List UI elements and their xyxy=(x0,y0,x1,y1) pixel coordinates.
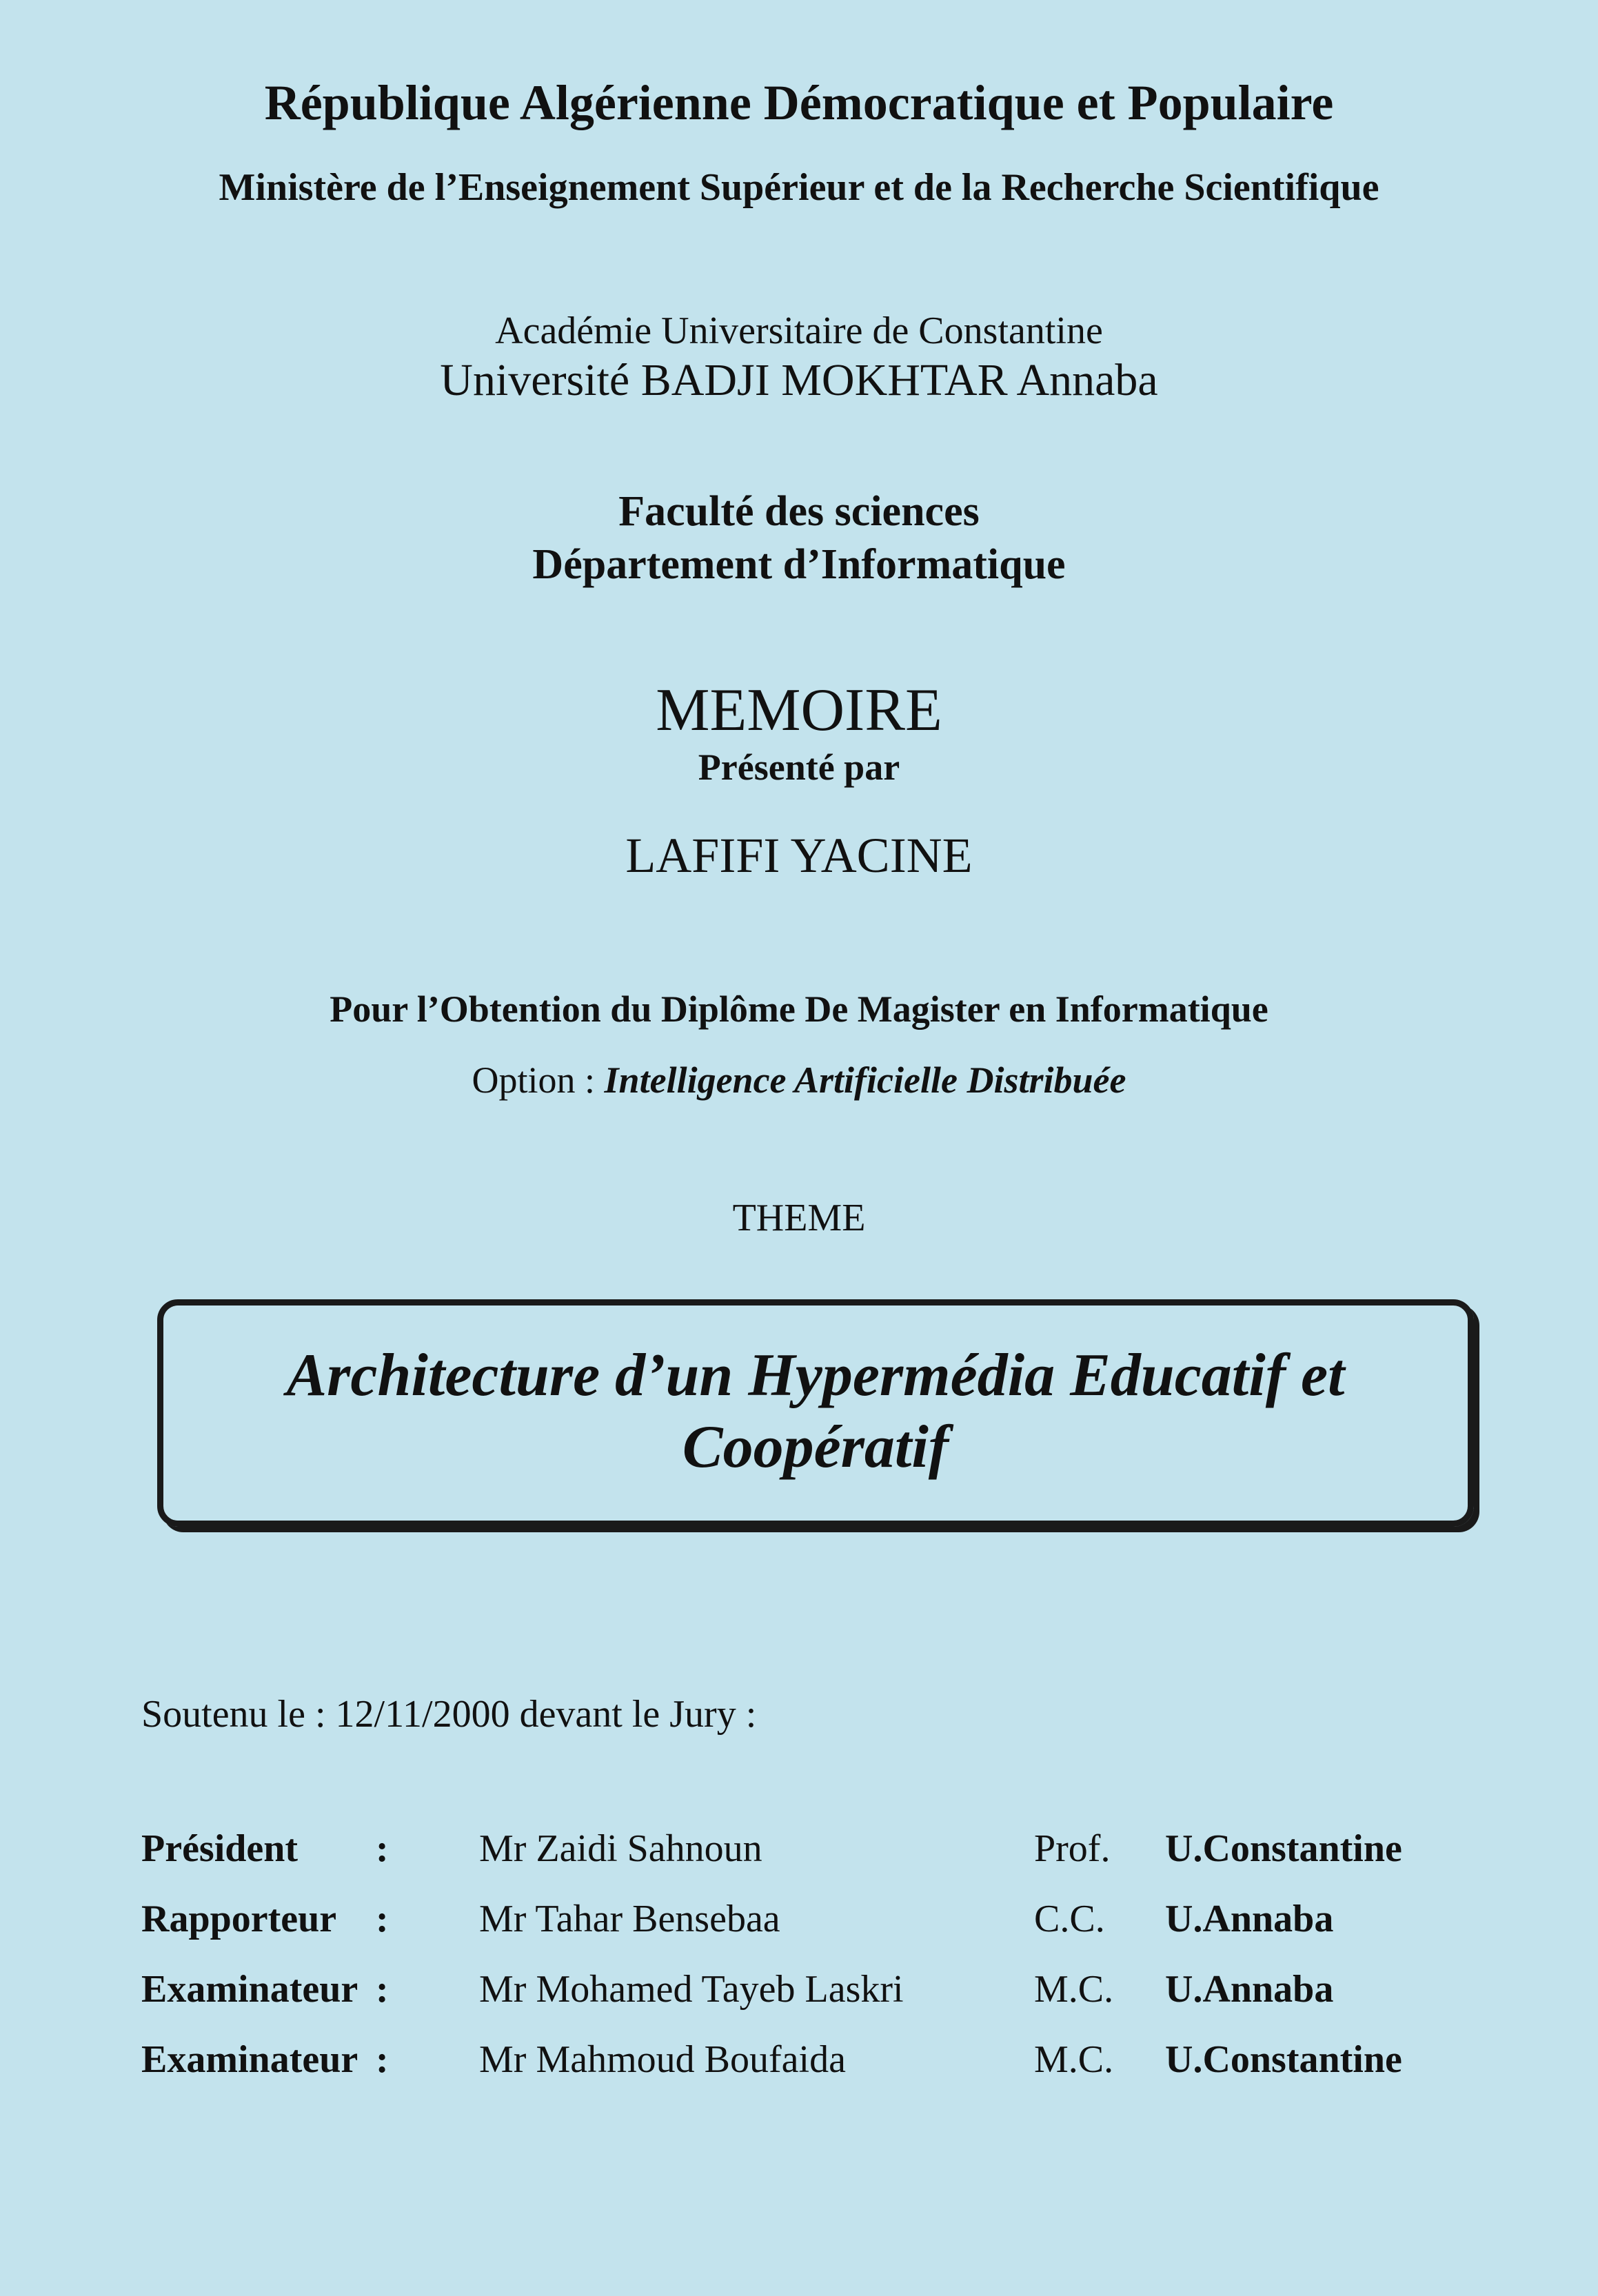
theme-title xyxy=(163,1340,1468,1483)
ministry-heading: Ministère de l’Enseignement Supérieur et de la Recherche Scientifique xyxy=(219,166,1379,209)
jury-grade: M.C. xyxy=(1034,2038,1114,2081)
jury-role: Rapporteur xyxy=(141,1898,337,1940)
jury-separator: : xyxy=(376,1898,389,1940)
theme-label: THEME xyxy=(732,1197,866,1239)
jury-university: U.Annaba xyxy=(1165,1968,1334,2011)
jury-role: Président xyxy=(141,1827,299,1870)
jury-name: Mr Mohamed Tayeb Laskri xyxy=(479,1968,904,2011)
option-label: Option : xyxy=(472,1059,596,1101)
theme-title-line-1: Architecture d’un Hypermédia Educatif et xyxy=(286,1342,1345,1409)
jury-grade: C.C. xyxy=(1034,1898,1105,1940)
jury-separator: : xyxy=(376,1827,389,1870)
diploma-line: Pour l’Obtention du Diplôme De Magister en Informatique xyxy=(330,988,1268,1030)
faculty-line: Faculté des sciences xyxy=(618,488,980,535)
option-value: Intelligence Artificielle Distribuée xyxy=(604,1059,1126,1101)
jury-university: U.Constantine xyxy=(1165,2038,1402,2081)
republic-heading: République Algérienne Démocratique et Populaire xyxy=(264,75,1334,130)
university-line: Université BADJI MOKHTAR Annaba xyxy=(440,355,1158,405)
theme-title-line-2: Coopératif xyxy=(682,1414,949,1481)
author-name: LAFIFI YACINE xyxy=(625,828,973,883)
memoire-title: MEMOIRE xyxy=(656,677,942,744)
jury-university: U.Annaba xyxy=(1165,1898,1334,1940)
defense-line: Soutenu le : 12/11/2000 devant le Jury : xyxy=(141,1693,757,1736)
theme-box xyxy=(157,1299,1474,1527)
jury-role: Examinateur xyxy=(141,2038,358,2081)
jury-name: Mr Tahar Bensebaa xyxy=(479,1898,780,1940)
academy-line: Académie Universitaire de Constantine xyxy=(495,309,1103,352)
jury-grade: Prof. xyxy=(1034,1827,1111,1870)
jury-role: Examinateur xyxy=(141,1968,358,2011)
jury-grade: M.C. xyxy=(1034,1968,1114,2011)
jury-name: Mr Zaidi Sahnoun xyxy=(479,1827,762,1870)
jury-separator: : xyxy=(376,2038,389,2081)
jury-name: Mr Mahmoud Boufaida xyxy=(479,2038,846,2081)
department-line: Département d’Informatique xyxy=(532,541,1066,588)
presented-by: Présenté par xyxy=(698,746,900,788)
jury-separator: : xyxy=(376,1968,389,2011)
option-line xyxy=(0,1059,1598,1101)
jury-university: U.Constantine xyxy=(1165,1827,1402,1870)
